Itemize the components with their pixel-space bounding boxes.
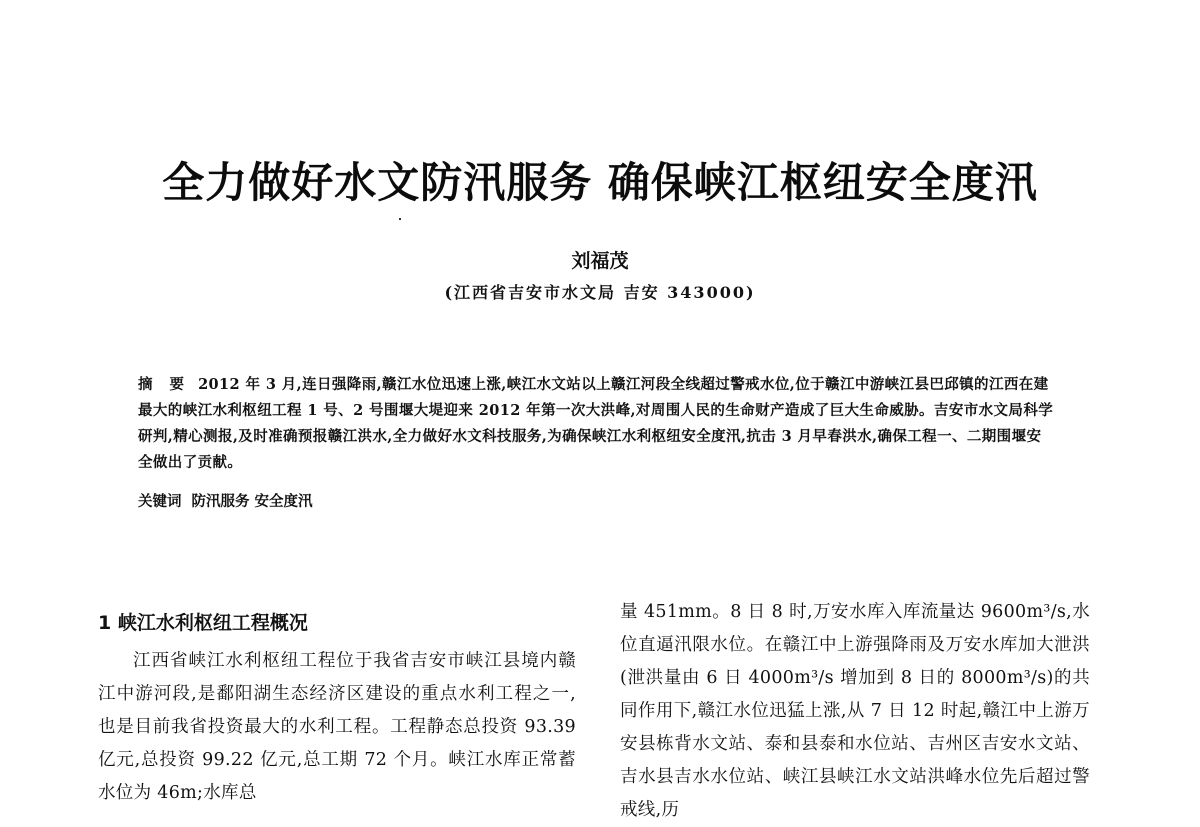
abstract-text: 2012 年 3 月,连日强降雨,赣江水位迅速上涨,峡江水文站以上赣江河段全线超过警戒水位,位于赣江中游峡江县巴邱镇的江西在建最大的峡江水利枢纽工程 1 号、2 号围堰大堤迎来 2012 年第一次大洪峰,对周围人民的生命财产造成了巨大生命威胁。吉安市水文局科学研判,精心测报,及时准确预报赣江洪水,全力做好水文科技服务,为确保峡江水利枢纽安全度汛,抗击 3 月早春洪水,确保工程一、二期围堰安全做出了贡献。 bbox=[138, 376, 1054, 471]
body-column-left bbox=[98, 645, 576, 810]
section-heading: 1 峡江水利枢纽工程概况 bbox=[98, 612, 308, 634]
keywords-text: 防汛服务 安全度汛 bbox=[191, 493, 313, 510]
keywords-label: 关键词 bbox=[138, 494, 182, 510]
paper-title: 全力做好水文防汛服务 确保峡江枢纽安全度汛 bbox=[162, 158, 1038, 207]
body-paragraph-right: 量 451mm。8 日 8 时,万安水库入库流量达 9600m³/s,水位直逼汛限水位。在赣江中上游强降雨及万安水库加大泄洪(泄洪量由 6 日 4000m³/s 增加到 8 日的 8000m³/s)的共同作用下,赣江水位迅猛上涨,从 7 日 12 时起,赣江中上游万安县栋背水文站、泰和县泰和水位站、吉州区吉安水文站、吉水县吉水水位站、峡江县峡江水文站洪峰水位先后超过警戒线,历 bbox=[620, 602, 1090, 820]
author-affiliation: (江西省吉安市水文局 吉安 343000) bbox=[444, 283, 756, 302]
body-paragraph-left: 江西省峡江水利枢纽工程位于我省吉安市峡江县境内赣江中游河段,是鄱阳湖生态经济区建设的重点水利工程之一, 也是目前我省投资最大的水利工程。工程静态总投资 93.39 亿元,总投资 99.22 亿元,总工期 72 个月。峡江水库正常蓄水位为 46m;水库总 bbox=[98, 651, 576, 803]
abstract bbox=[138, 372, 1054, 476]
keywords bbox=[138, 490, 1054, 514]
body-column-right bbox=[620, 596, 1090, 827]
author-name: 刘福茂 bbox=[571, 250, 629, 272]
decorative-dot bbox=[399, 218, 401, 220]
abstract-label: 摘 要 bbox=[138, 377, 191, 393]
